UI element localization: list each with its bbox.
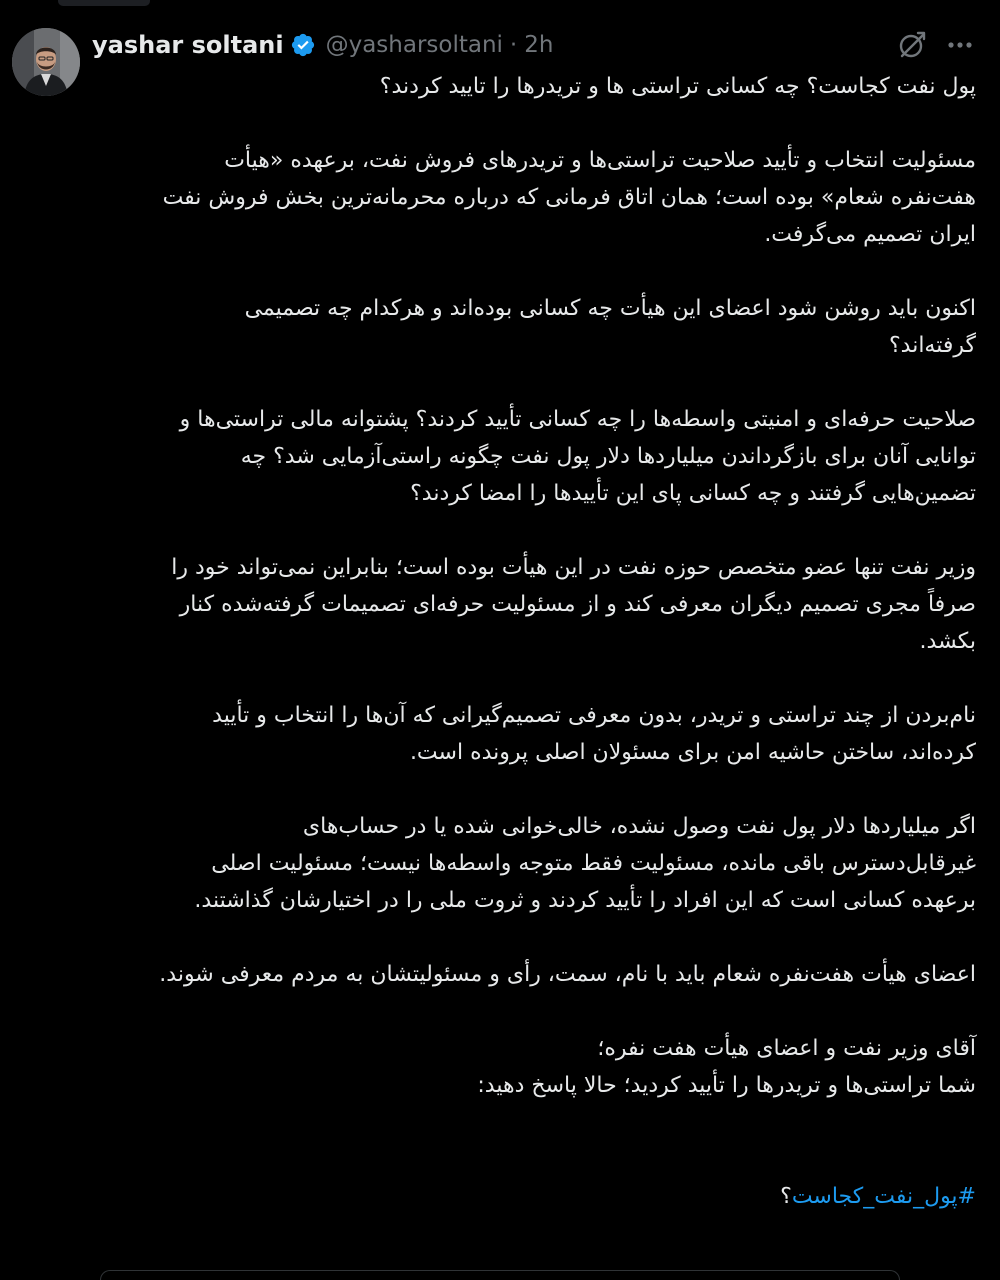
post-line: نام‌بردن از چند تراستی و تریدر، بدون معرفی تصمیم‌گیرانی که آن‌ها را انتخاب و تأیید (212, 703, 976, 728)
post-line: صرفاً مجری تصمیم دیگران معرفی کند و از مسئولیت حرفه‌ای تصمیمات گرفته‌شده کنار (179, 592, 976, 617)
post-line: توانایی آنان برای بازگرداندن میلیاردها دلار پول نفت چگونه راستی‌آزمایی شد؟ چه (240, 444, 976, 469)
paragraph-gap (90, 919, 976, 956)
separator-dot: · (509, 32, 518, 58)
post-line: ایران تصمیم می‌گرفت. (764, 222, 976, 247)
avatar-image (12, 28, 80, 96)
post-line: آقای وزیر نفت و اعضای هیأت هفت نفره؛ (597, 1036, 976, 1061)
post-header (92, 27, 553, 63)
post-line: کرده‌اند، ساختن حاشیه امن برای مسئولان اصلی پرونده است. (409, 740, 976, 765)
author-name[interactable]: yashar soltani (92, 31, 284, 59)
paragraph-gap (90, 105, 976, 142)
paragraph-gap (90, 253, 976, 290)
hashtag-link[interactable]: #پول_نفت_کجاست (791, 1184, 976, 1209)
post-line: اعضای هیأت هفت‌نفره شعام باید با نام، سمت، رأی و مسئولیتشان به مردم معرفی شوند. (159, 962, 976, 987)
post-line: مسئولیت انتخاب و تأیید صلاحیت تراستی‌ها و تریدرهای فروش نفت، برعهده «هیأت (224, 148, 976, 173)
post-timestamp[interactable]: 2h (524, 32, 554, 58)
paragraph-gap (90, 771, 976, 808)
avatar[interactable] (12, 28, 80, 96)
post-line: اکنون باید روشن شود اعضای این هیأت چه کسانی بوده‌اند و هرکدام چه تصمیمی (244, 296, 976, 321)
paragraph-gap (90, 1141, 976, 1178)
paragraph-gap (90, 512, 976, 549)
post-text (90, 68, 976, 1215)
post-line: تضمین‌هایی گرفتند و چه کسانی پای این تأییدها را امضا کردند؟ (410, 481, 976, 506)
grok-icon[interactable] (896, 29, 928, 61)
paragraph-gap (90, 1104, 976, 1141)
post-line: برعهده کسانی است که این افراد را تأیید کردند و ثروت ملی را در اختیارشان گذاشتند. (194, 888, 976, 913)
author-handle[interactable]: @yasharsoltani (325, 32, 503, 58)
post-line: صلاحیت حرفه‌ای و امنیتی واسطه‌ها را چه کسانی تأیید کردند؟ پشتوانه مالی تراستی‌ها و (179, 407, 976, 432)
post-line: اگر میلیاردها دلار پول نفت وصول نشده، خالی‌خوانی شده یا در حساب‌های (302, 814, 976, 839)
verified-badge-icon (290, 32, 316, 58)
next-card-edge (100, 1270, 900, 1280)
hashtag-line (90, 1178, 976, 1215)
post-line: غیرقابل‌دسترس باقی مانده، مسئولیت فقط متوجه واسطه‌ها نیست؛ مسئولیت اصلی (211, 851, 976, 876)
post-line: وزیر نفت تنها عضو متخصص حوزه نفت در این هیأت بوده است؛ بنابراین نمی‌تواند خود را (171, 555, 976, 580)
paragraph-gap (90, 660, 976, 697)
paragraph-gap (90, 993, 976, 1030)
post-line: پول نفت کجاست؟ چه کسانی تراستی ها و تریدرها را تایید کردند؟ (379, 74, 976, 99)
more-options-icon[interactable] (944, 29, 976, 61)
post-line: شما تراستی‌ها و تریدرها را تأیید کردید؛ حالا پاسخ دهید: (477, 1073, 976, 1098)
hashtag-suffix: ؟ (780, 1184, 792, 1209)
post-line: بکشد. (919, 629, 976, 654)
post-line: گرفته‌اند؟ (888, 333, 976, 358)
paragraph-gap (90, 364, 976, 401)
previous-post-fragment (58, 0, 150, 6)
post-line: هفت‌نفره شعام» بوده است؛ همان اتاق فرمانی که درباره محرمانه‌ترین بخش فروش نفت (162, 185, 976, 210)
